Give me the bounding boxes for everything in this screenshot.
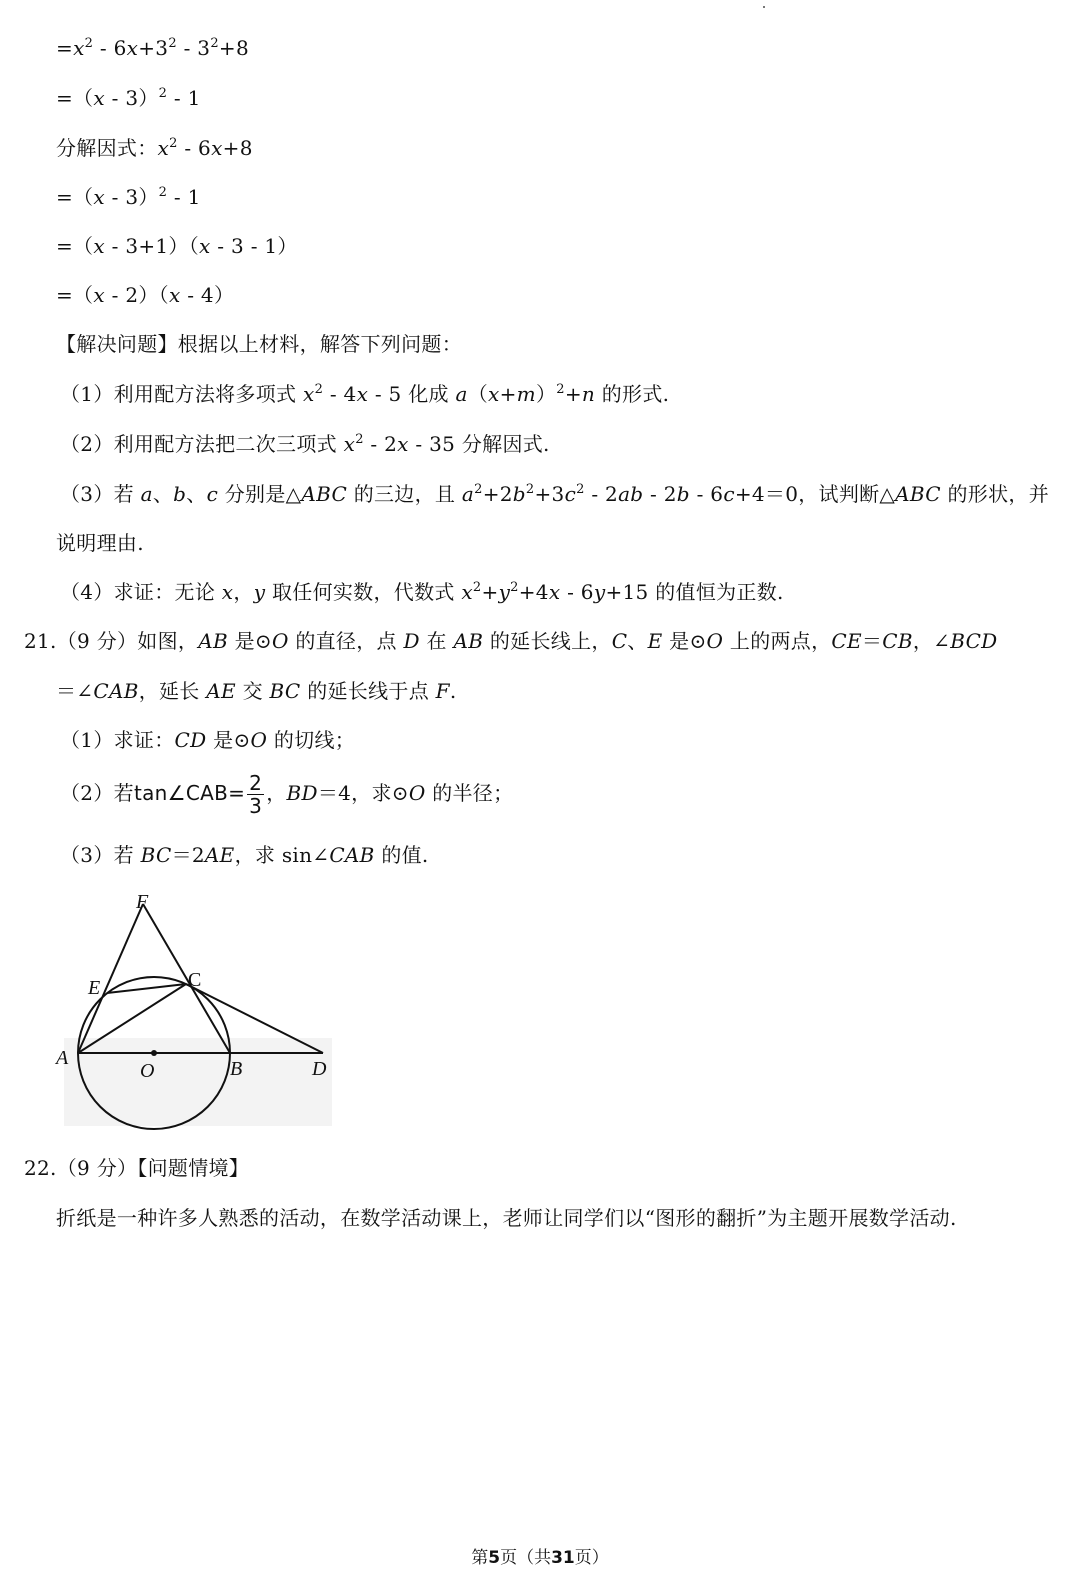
line-4 (56, 183, 201, 211)
question-20-part-2 (60, 430, 550, 458)
page-footer (0, 1546, 1080, 1570)
line-6-text: =（x - 2）（x - 4） (56, 283, 235, 307)
line-10-text: （3）若 a、b、c 分别是△ABC 的三边，且 $a^2+2b^2+3c^2 - 2ab - 2b - 6c+4=0$，试判断△ABC 的形状，并 (60, 482, 1050, 506)
section-heading-solve (56, 330, 462, 358)
line-9-text: （2）利用配方法把二次三项式 $x^2 - 2x - 35$ 分解因式. (60, 432, 550, 456)
scan-speck (763, 6, 765, 8)
line-5 (56, 232, 298, 260)
center-point-o (151, 1050, 157, 1056)
question-21-part-1 (60, 726, 355, 754)
line-2 (56, 84, 201, 112)
question-20-part-3-cont (56, 529, 144, 557)
fraction-numerator: 2 (249, 771, 263, 795)
line-11-text: 说明理由. (56, 531, 144, 555)
footer-page-number: 5 (488, 1548, 501, 1568)
label-a: A (56, 1047, 69, 1069)
label-d: D (312, 1058, 327, 1080)
tan-expression: tan∠CAB= (133, 781, 246, 805)
question-21-stem-cont (56, 677, 457, 705)
label-e: E (88, 977, 101, 999)
label-f: F (136, 891, 149, 913)
fraction-two-thirds (247, 772, 264, 817)
geometry-figure (50, 886, 350, 1131)
figure-scan-shade (64, 1038, 332, 1126)
question-21-stem (24, 627, 998, 655)
fraction-denominator: 3 (249, 794, 263, 818)
question-20-part-3 (60, 480, 1049, 508)
footer-pre: 第 (471, 1548, 489, 1568)
question-20-part-4 (60, 578, 784, 606)
line-3 (56, 134, 253, 162)
line-3-text: 分解因式：$x^2 - 6x+8$ (56, 136, 253, 160)
line-19-text: 折纸是一种许多人熟悉的活动，在数学活动课上，老师让同学们以“图形的翻折”为主题开展数学活动. (56, 1206, 957, 1230)
line-8-text: （1）利用配方法将多项式 $x^2 - 4x - 5$ 化成 $a(x+m)^2+n$ 的形式. (60, 382, 670, 406)
question-21-part-2 (60, 768, 513, 818)
label-o: O (140, 1060, 155, 1082)
line-15-text: （1）求证：CD 是⊙O 的切线； (60, 728, 356, 752)
label-c: C (188, 969, 202, 991)
label-b: B (230, 1058, 243, 1080)
footer-total-pages: 31 (551, 1548, 575, 1568)
line-1 (56, 34, 249, 62)
question-22-context (56, 1204, 957, 1232)
line-13-text: 21.（9 分）如图，AB 是⊙O 的直径，点 D 在 AB 的延长线上，C、E 是⊙O 上的两点，CE＝CB，∠BCD (24, 629, 998, 653)
footer-post: 页） (574, 1548, 609, 1568)
line-16-post: ，BD＝4，求⊙O 的半径； (266, 781, 514, 805)
question-22-heading (24, 1154, 249, 1182)
line-16-pre: （2）若 (60, 781, 134, 805)
line-5-text: =（x - 3+1）（x - 3 - 1） (56, 234, 298, 258)
line-1-text: $=x^2 - 6x+3^2 - 3^2+8$ (56, 36, 249, 60)
line-6 (56, 281, 234, 309)
line-18-text: 22.（9 分）【问题情境】 (24, 1156, 250, 1180)
line-12-text: （4）求证：无论 x，y 取任何实数，代数式 $x^2+y^2+4x - 6y+15$ 的值恒为正数. (60, 580, 784, 604)
line-7-text: 【解决问题】根据以上材料，解答下列问题： (56, 332, 462, 356)
line-17-text: （3）若 BC＝2AE，求 sin∠CAB 的值. (60, 843, 429, 867)
line-2-text: =（x - 3）$^2$ - 1 (56, 86, 201, 110)
line-14-text: ＝∠CAB，延长 AE 交 BC 的延长线于点 F. (56, 679, 457, 703)
line-4-text: =（x - 3）$^2$ - 1 (56, 185, 201, 209)
line-fb (143, 904, 230, 1053)
question-21-part-3 (60, 841, 429, 869)
footer-mid: 页（共 (500, 1548, 552, 1568)
question-20-part-1 (60, 380, 669, 408)
